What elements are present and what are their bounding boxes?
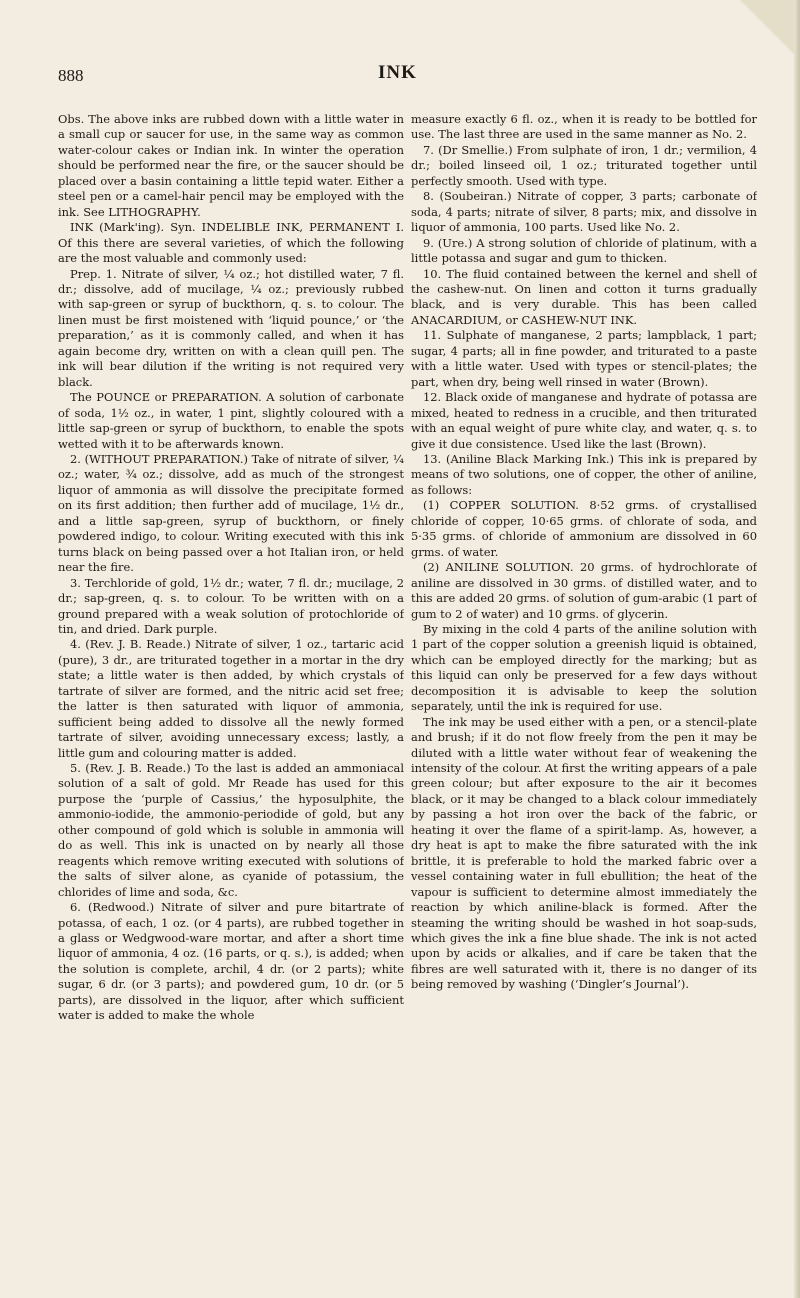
paragraph: Prep. 1. Nitrate of silver, ¼ oz.; hot distilled water, 7 fl. dr.; dissolve, add of mucilage, ¼ oz.; previously rubbed with sap-green or syrup of buckthorn, q. s. to colour. The linen must be first moistened with ‘liquid pounce,’ or ‘the preparation,’ as it is commonly called, and when it has again become dry, written on with a clean quill pen. The ink will bear dilution if the writing is not required very black. [58,266,404,389]
paragraph: (1) COPPER SOLUTION. 8·52 grms. of crystallised chloride of copper, 10·65 grms. of chlorate of soda, and 5·35 grms. of chloride of ammonium are dissolved in 60 grms. of water. [411,498,757,559]
paragraph: INK (Mark'ing). Syn. INDELIBLE INK, PERMANENT I. Of this there are several varieties, of which the following are the most valuable and commonly used: [58,220,404,266]
paragraph: 4. (Rev. J. B. Reade.) Nitrate of silver, 1 oz., tartaric acid (pure), 3 dr., are triturated together in a mortar in the dry state; a little water is then added, by which crystals of tartrate of silver are formed, and the nitric acid set free; the latter is then saturated with liquor of ammonia, sufficient being added to dissolve all the newly formed tartrate of silver, avoiding unnecessary excess; lastly, a little gum and colouring matter is added. [58,637,404,760]
paragraph: By mixing in the cold 4 parts of the aniline solution with 1 part of the copper solution a greenish liquid is obtained, which can be employed directly for the marking; but as this liquid can only be preserved for a few days without decomposition it is advisable to keep the solution separately, until the ink is required for use. [411,621,757,714]
paragraph: 9. (Ure.) A strong solution of chloride of platinum, with a little potassa and sugar and gum to thicken. [411,235,757,266]
running-head: INK [378,62,417,83]
paragraph: 12. Black oxide of manganese and hydrate of potassa are mixed, heated to redness in a crucible, and then triturated with an equal weight of pure white clay, and water, q. s. to give it due consistence. Used like the last (Brown). [411,390,757,451]
paragraph: 10. The fluid contained between the kernel and shell of the cashew-nut. On linen and cotton it turns gradually black, and is very durable. This has been called ANACARDIUM, or CASHEW-NUT INK. [411,266,757,327]
paragraph: Obs. The above inks are rubbed down with a little water in a small cup or saucer for use, in the same way as common water-colour cakes or Indian ink. In winter the operation should be performed near the fire, or the saucer should be placed over a basin containing a little tepid water. Either a steel pen or a camel-hair pencil may be employed with the ink. See LITHOGRAPHY. [58,112,404,219]
paragraph: 3. Terchloride of gold, 1½ dr.; water, 7 fl. dr.; mucilage, 2 dr.; sap-green, q. s. to colour. To be written with on a ground prepared with a weak solution of protochloride of tin, and dried. Dark purple. [58,575,404,636]
paragraph: The POUNCE or PREPARATION. A solution of carbonate of soda, 1½ oz., in water, 1 pint, slightly coloured with a little sap-green or syrup of buckthorn, to enable the spots wetted with it to be afterwards known. [58,390,404,451]
left-column [58,112,404,1232]
paragraph: The ink may be used either with a pen, or a stencil-plate and brush; if it do not flow freely from the pen it may be diluted with a little water without fear of weakening the intensity of the colour. At first the writing appears of a pale green colour; but after exposure to the air it becomes black, or it may be changed to a black colour immediately by passing a hot iron over the back of the fabric, or heating it over the flame of a spirit-lamp. As, however, a dry heat is apt to make the fibre saturated with the ink brittle, it is preferable to hold the marked fabric over a vessel containing water in full ebullition; the heat of the vapour is sufficient to determine almost immediately the reaction by which aniline-black is formed. After the steaming the writing should be washed in hot soap-suds, which gives the ink a fine blue shade. The ink is not acted upon by acids or alkalies, and if care be taken that the fibres are well saturated with it, there is no danger of its being removed by washing (‘Dingler’s Journal’). [411,714,757,992]
paragraph: 8. (Soubeiran.) Nitrate of copper, 3 parts; carbonate of soda, 4 parts; nitrate of silver, 8 parts; mix, and dissolve in liquor of ammonia, 100 parts. Used like No. 2. [411,189,757,235]
paragraph: 6. (Redwood.) Nitrate of silver and pure bitartrate of potassa, of each, 1 oz. (or 4 parts), are rubbed together in a glass or Wedgwood-ware mortar, and after a short time liquor of ammonia, 4 oz. (16 parts, or q. s.), is added; when the solution is complete, archil, 4 dr. (or 2 parts); white sugar, 6 dr. (or 3 parts); and powdered gum, 10 dr. (or 5 parts), are dissolved in the liquor, after which sufficient water is added to make the whole [58,900,404,1023]
paragraph: 7. (Dr Smellie.) From sulphate of iron, 1 dr.; vermilion, 4 dr.; boiled linseed oil, 1 oz.; triturated together until perfectly smooth. Used with type. [411,142,757,188]
page-corner-shadow [740,0,800,60]
page-number: 888 [58,66,84,85]
page-edge-shadow [794,0,800,1298]
paragraph: 11. Sulphate of manganese, 2 parts; lampblack, 1 part; sugar, 4 parts; all in fine powder, and triturated to a paste with a little water. Used with types or stencil-plates; the part, when dry, being well rinsed in water (Brown). [411,328,757,389]
paragraph: measure exactly 6 fl. oz., when it is ready to be bottled for use. The last three are used in the same manner as No. 2. [411,112,757,142]
paragraph: 2. (WITHOUT PREPARATION.) Take of nitrate of silver, ¼ oz.; water, ¾ oz.; dissolve, add as much of the strongest liquor of ammonia as will dissolve the precipitate formed on its first addition; then further add of mucilage, 1½ dr., and a little sap-green, syrup of buckthorn, or finely powdered indigo, to colour. Writing executed with this ink turns black on being passed over a hot Italian iron, or held near the fire. [58,451,404,575]
paragraph: 13. (Aniline Black Marking Ink.) This ink is prepared by means of two solutions, one of copper, the other of aniline, as follows: [411,451,757,497]
paragraph: 5. (Rev. J. B. Reade.) To the last is added an ammoniacal solution of a salt of gold. Mr Reade has used for this purpose the ‘purple of Cassius,’ the hyposulphite, the ammonio-iodide, the ammonio-periodide of gold, but any other compound of gold which is soluble in ammonia will do as well. This ink is unacted on by nearly all those reagents which remove writing executed with solutions of the salts of silver alone, as cyanide of potassium, the chlorides of lime and soda, &c. [58,761,404,899]
paragraph: (2) ANILINE SOLUTION. 20 grms. of hydrochlorate of aniline are dissolved in 30 grms. of distilled water, and to this are added 20 grms. of solution of gum-arabic (1 part of gum to 2 of water) and 10 grms. of glycerin. [411,560,757,621]
right-column [411,112,757,1232]
